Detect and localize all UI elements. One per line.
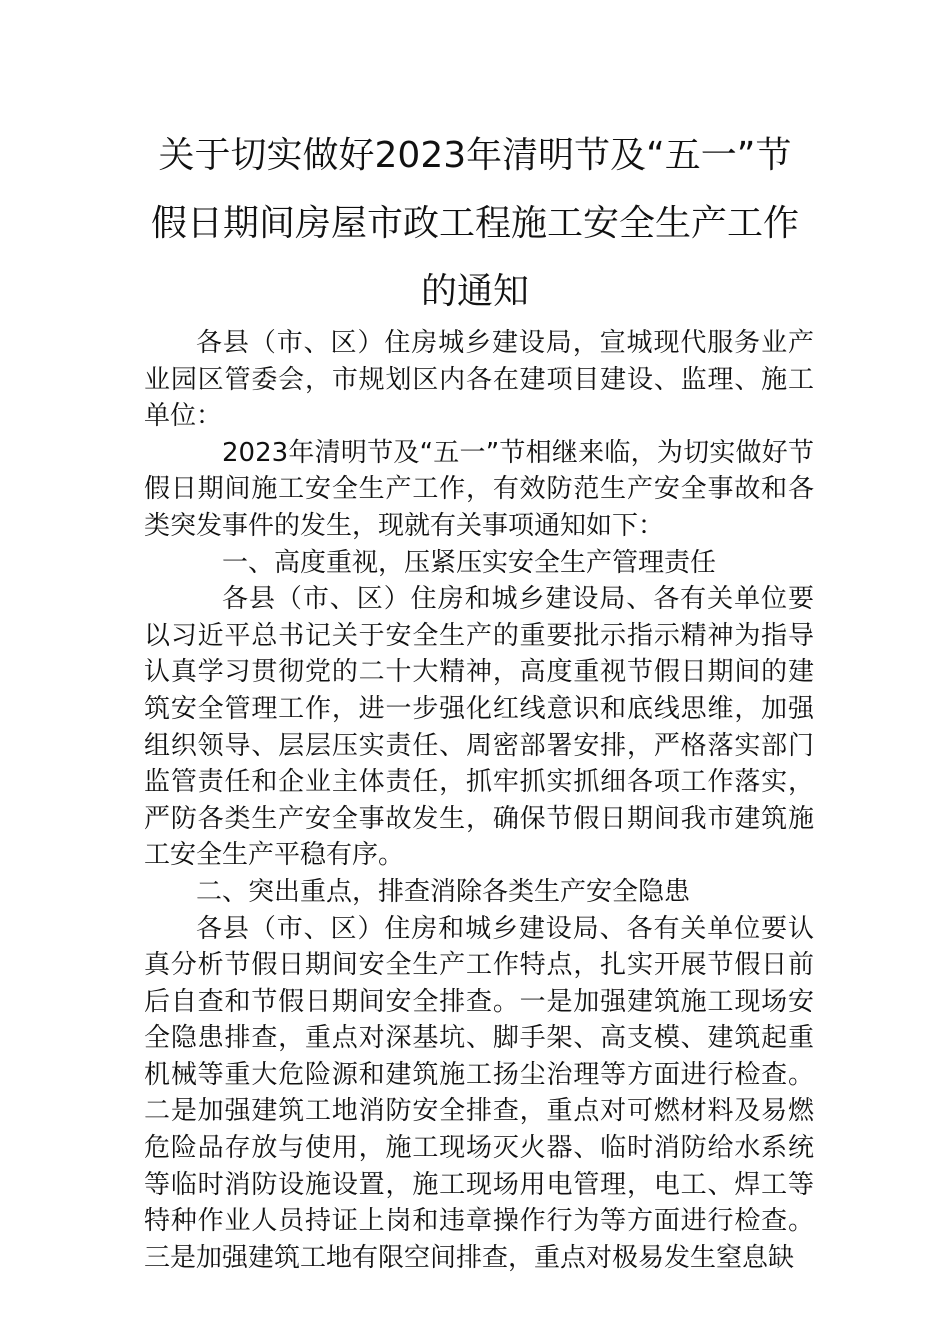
document-body (144, 325, 814, 1276)
section-1-paragraph: 各县（市、区）住房和城乡建设局、各有关单位要以习近平总书记关于安全生产的重要批示指示精神为指导认真学习贯彻党的二十大精神，高度重视节假日期间的建筑安全管理工作，进一步强化红线意识和底线思维，加强组织领导、层层压实责任、周密部署安排，严格落实部门监管责任和企业主体责任，抓牢抓实抓细各项工作落实，严防各类生产安全事故发生，确保节假日期间我市建筑施工安全生产平稳有序。 (144, 584, 814, 871)
document-title-line-3: 的通知 (420, 271, 529, 312)
section-2-heading: 二、突出重点，排查消除各类生产安全隐患 (196, 876, 691, 907)
intro-paragraph: 2023年清明节及“五一”节相继来临，为切实做好节假日期间施工安全生产工作，有效防范生产安全事故和各类突发事件的发生，现就有关事项通知如下： (144, 437, 814, 541)
addressee-paragraph: 各县（市、区）住房城乡建设局，宣城现代服务业产业园区管委会，市规划区内各在建项目建设、监理、施工单位： (144, 328, 814, 432)
document-title-line-1: 关于切实做好2023年清明节及“五一”节 (158, 135, 792, 176)
document-title-line-2: 假日期间房屋市政工程施工安全生产工作 (150, 203, 799, 244)
section-2-paragraph: 各县（市、区）住房和城乡建设局、各有关单位要认真分析节假日期间安全生产工作特点，扎实开展节假日前后自查和节假日期间安全排查。一是加强建筑施工现场安全隐患排查，重点对深基坑、脚手架、高支模、建筑起重机械等重大危险源和建筑施工扬尘治理等方面进行检查。二是加强建筑工地消防安全排查，重点对可燃材料及易燃危险品存放与使用，施工现场灭火器、临时消防给水系统等临时消防设施设置，施工现场用电管理，电工、焊工等特种作业人员持证上岗和违章操作行为等方面进行检查。三是加强建筑工地有限空间排查，重点对极易发生窒息缺 (144, 913, 814, 1273)
section-1-heading: 一、高度重视，压紧压实安全生产管理责任 (222, 547, 717, 578)
